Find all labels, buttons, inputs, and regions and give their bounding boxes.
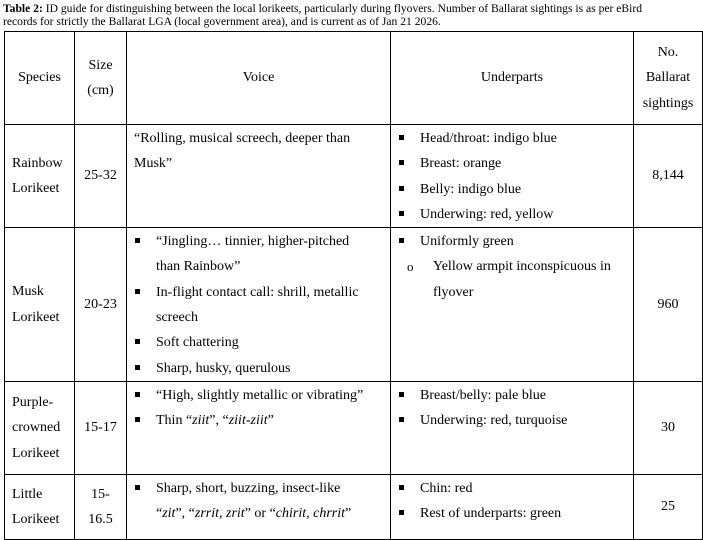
underparts-cell — [391, 381, 634, 474]
table-row — [5, 125, 703, 228]
list-item: Underwing: red, yellow — [391, 202, 633, 227]
bullet-square-icon — [399, 485, 404, 490]
size-cell: 25-32 — [75, 125, 127, 228]
list-item: Breast/belly: pale blue — [391, 383, 633, 408]
bullet-square-icon — [135, 417, 140, 422]
underparts-cell — [391, 228, 634, 382]
sub-list-item: o Yellow armpit inconspicuous in flyover — [391, 254, 633, 305]
bullet-square-icon — [399, 135, 404, 140]
species-cell: Musk Lorikeet — [5, 228, 75, 382]
header-sightings: No. Ballarat sightings — [634, 32, 703, 125]
list-item: Breast: orange — [391, 151, 633, 176]
underparts-cell — [391, 125, 634, 228]
species-cell: Purple- crowned Lorikeet — [5, 381, 75, 474]
table-caption — [3, 2, 701, 29]
lorikeet-id-table — [4, 31, 703, 540]
bullet-square-icon — [135, 485, 140, 490]
list-item: Head/throat: indigo blue — [391, 126, 633, 151]
list-item: Sharp, short, buzzing, insect-like “zit”, “zrrit, zrit” or “chirit, chrrit” — [127, 476, 390, 527]
sightings-cell: 960 — [634, 228, 703, 382]
species-cell: Rainbow Lorikeet — [5, 125, 75, 228]
list-item: Rest of underparts: green — [391, 501, 633, 526]
bullet-square-icon — [399, 211, 404, 216]
table-row — [5, 228, 703, 382]
sightings-cell: 8,144 — [634, 125, 703, 228]
bullet-square-icon — [399, 186, 404, 191]
bullet-square-icon — [135, 339, 140, 344]
caption-text-line1: ID guide for distinguishing between the local lorikeets, particularly during flyovers. Number of Ballarat sightings is as per eBird — [42, 2, 643, 15]
bullet-square-icon — [135, 289, 140, 294]
header-underparts: Underparts — [391, 32, 634, 125]
list-item: Thin “ziit”, “ziit-ziit” — [127, 408, 390, 433]
sightings-cell: 30 — [634, 381, 703, 474]
header-size: Size (cm) — [75, 32, 127, 125]
caption-label: Table 2: — [3, 2, 43, 15]
list-item: “High, slightly metallic or vibrating” — [127, 383, 390, 408]
list-item: In-flight contact call: shrill, metallic screech — [127, 280, 390, 331]
voice-cell: “Rolling, musical screech, deeper than Musk” — [127, 125, 391, 228]
bullet-square-icon — [135, 365, 140, 370]
header-species: Species — [5, 32, 75, 125]
bullet-square-icon — [135, 238, 140, 243]
voice-cell — [127, 228, 391, 382]
list-item: Uniformly green — [391, 229, 633, 254]
voice-cell — [127, 381, 391, 474]
species-cell: Little Lorikeet — [5, 474, 75, 539]
list-item: Underwing: red, turquoise — [391, 408, 633, 433]
bullet-square-icon — [399, 417, 404, 422]
table-row — [5, 474, 703, 539]
header-voice: Voice — [127, 32, 391, 125]
size-cell: 15- 16.5 — [75, 474, 127, 539]
bullet-square-icon — [399, 510, 404, 515]
table-row — [5, 381, 703, 474]
list-item: Chin: red — [391, 476, 633, 501]
voice-cell — [127, 474, 391, 539]
sightings-cell: 25 — [634, 474, 703, 539]
size-cell: 15-17 — [75, 381, 127, 474]
header-row — [5, 32, 703, 125]
list-item: Belly: indigo blue — [391, 177, 633, 202]
underparts-cell — [391, 474, 634, 539]
bullet-square-icon — [399, 160, 404, 165]
list-item: “Jingling… tinnier, higher-pitched than Rainbow” — [127, 229, 390, 280]
list-item: Soft chattering — [127, 330, 390, 355]
bullet-square-icon — [399, 238, 404, 243]
list-item: Sharp, husky, querulous — [127, 356, 390, 381]
bullet-square-icon — [399, 392, 404, 397]
caption-text-line2: records for strictly the Ballarat LGA (local government area), and is current as of Jan 21 2026. — [3, 15, 441, 29]
size-cell: 20-23 — [75, 228, 127, 382]
bullet-square-icon — [135, 392, 140, 397]
bullet-circle-icon: o — [407, 259, 414, 275]
